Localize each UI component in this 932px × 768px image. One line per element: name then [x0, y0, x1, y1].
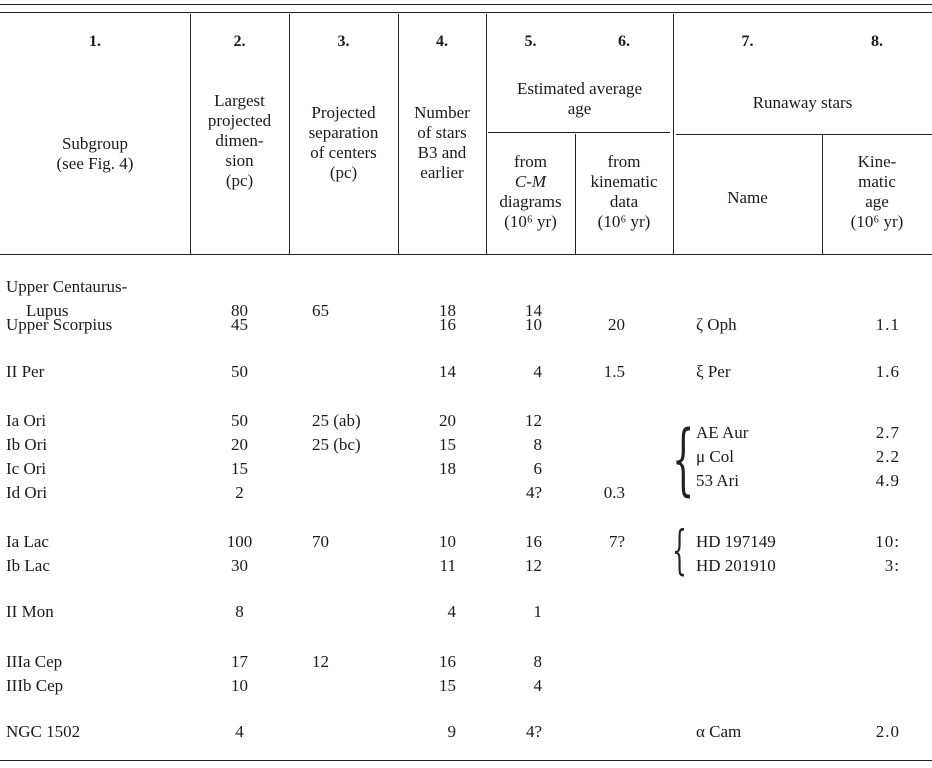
header-line: (10⁶ yr)	[597, 212, 651, 231]
header-estimated-age	[486, 79, 673, 119]
subgroup-name: Upper Centaurus-	[6, 277, 128, 296]
header-line: projected	[207, 111, 272, 130]
header-line: earlier	[420, 163, 464, 182]
header-line: dimen-	[215, 131, 264, 150]
number-of-stars-value: 4	[447, 602, 456, 621]
largest-dimension-value: 20	[231, 435, 248, 454]
separation-value: 12	[312, 652, 329, 671]
cm-age-value: 1	[533, 602, 542, 621]
runaway-kinematic-age: 10:	[875, 532, 900, 551]
kinematic-age-value: 0.3	[603, 483, 625, 502]
cm-age-value: 6	[533, 459, 542, 478]
cm-age-value: 14	[525, 301, 542, 320]
col-number-8: 8.	[871, 33, 883, 50]
header-bottom-rule	[0, 254, 932, 255]
col-number-4: 4.	[436, 33, 448, 50]
number-of-stars-value: 10	[439, 532, 456, 551]
subgroup-name: IIIa Cep	[6, 652, 63, 671]
separation-value: 25 (bc)	[312, 435, 361, 454]
header-name: Name	[727, 188, 768, 207]
subgroup-name: Ia Lac	[6, 532, 49, 551]
subgroup-name: IIIb Cep	[6, 676, 64, 695]
runaway-name: HD 201910	[696, 556, 776, 575]
header-line: Largest	[214, 91, 265, 110]
bottom-rule	[0, 760, 932, 761]
number-of-stars-value: 15	[439, 676, 456, 695]
separation-value: 25 (ab)	[312, 411, 361, 430]
header-line: age	[567, 99, 592, 118]
header-kinematic-age	[822, 152, 932, 232]
subgroup-name: Lupus	[26, 301, 69, 320]
runaway-name: α Cam	[696, 722, 742, 741]
largest-dimension-value: 2	[235, 483, 244, 502]
header-line: (10⁶ yr)	[504, 212, 557, 231]
cm-age-value: 12	[525, 556, 542, 575]
runaway-kinematic-age: 2.0	[875, 722, 900, 741]
number-of-stars-value: 9	[447, 722, 456, 741]
largest-dimension-value: 100	[226, 532, 253, 551]
header-line: data	[609, 192, 639, 211]
header-line: Kine-	[857, 152, 897, 171]
cm-age-value: 4	[533, 676, 542, 695]
header-line: Estimated average	[516, 79, 643, 98]
subgroup-name: II Mon	[6, 602, 54, 621]
cm-age-value: 4?	[525, 722, 542, 741]
header-line: separation	[308, 123, 379, 142]
header-line: (10⁶ yr)	[850, 212, 904, 231]
header-line: matic	[858, 172, 896, 191]
header-line: Number	[414, 103, 470, 122]
header-subgroup	[0, 134, 190, 174]
number-of-stars-value: 15	[439, 435, 456, 454]
header-line: diagrams	[499, 192, 562, 211]
header-line: kinematic	[590, 172, 658, 191]
separation-value: 65	[312, 301, 329, 320]
subgroup-name: Ib Ori	[6, 435, 48, 454]
header-line: C-M	[514, 172, 547, 191]
largest-dimension-value: 30	[231, 556, 248, 575]
subgroup-name: Ic Ori	[6, 459, 47, 478]
header-line: of stars	[417, 123, 467, 142]
brace-lac-group: {	[672, 521, 687, 581]
header-subgroup-line: Subgroup	[61, 134, 129, 153]
runaway-kinematic-age: 2.2	[875, 447, 900, 466]
largest-dimension-value: 50	[231, 411, 248, 430]
top-rule-2	[0, 12, 932, 13]
runaway-kinematic-age: 1.6	[875, 362, 900, 381]
subgroup-name: Id Ori	[6, 483, 48, 502]
header-line: sion	[225, 151, 254, 170]
header-line: from	[513, 152, 548, 171]
number-of-stars-value: 16	[439, 315, 456, 334]
cm-age-value: 4	[533, 362, 542, 381]
header-line: (pc)	[329, 163, 358, 182]
header-number-of-stars	[398, 103, 486, 183]
header-from-cm	[486, 152, 575, 232]
number-of-stars-value: 18	[439, 459, 456, 478]
col-number-2: 2.	[233, 33, 246, 50]
col-number-3: 3.	[337, 33, 350, 50]
header-line: of centers	[310, 143, 377, 162]
header-largest-dimension	[190, 91, 289, 191]
col-number-5: 5.	[524, 33, 537, 50]
header-line: Projected	[311, 103, 376, 122]
largest-dimension-value: 80	[231, 301, 248, 320]
largest-dimension-value: 50	[231, 362, 248, 381]
col-number-7: 7.	[741, 33, 754, 50]
runaway-name: AE Aur	[696, 423, 749, 442]
largest-dimension-value: 45	[231, 315, 248, 334]
runaway-kinematic-age: 3:	[884, 556, 900, 575]
cm-age-value: 16	[525, 532, 542, 551]
subgroup-name: Ia Ori	[6, 411, 47, 430]
subgroup-name: II Per	[6, 362, 45, 381]
header-line: B3 and	[417, 143, 467, 162]
number-of-stars-value: 20	[439, 411, 456, 430]
runaway-name: μ Col	[696, 447, 734, 466]
brace-ori-group: {	[672, 415, 695, 505]
header-projected-separation	[289, 103, 398, 183]
largest-dimension-value: 8	[235, 602, 244, 621]
header-runaway-stars: Runaway stars	[752, 93, 853, 112]
kinematic-age-value: 1.5	[603, 362, 625, 381]
header-rule-runaway	[676, 134, 932, 135]
kinematic-age-value: 7?	[608, 532, 625, 551]
top-rule-1	[0, 4, 932, 5]
subgroup-name: Ib Lac	[6, 556, 50, 575]
cm-age-value: 8	[533, 652, 542, 671]
runaway-kinematic-age: 2.7	[875, 423, 900, 442]
subgroup-name: Upper Scorpius	[6, 315, 113, 334]
runaway-name: HD 197149	[696, 532, 776, 551]
kinematic-age-value: 20	[608, 315, 625, 334]
cm-age-value: 12	[525, 411, 542, 430]
header-line: (pc)	[225, 171, 254, 190]
runaway-name: ζ Oph	[696, 315, 737, 334]
largest-dimension-value: 10	[231, 676, 248, 695]
header-from-kinematic	[575, 152, 673, 232]
largest-dimension-value: 15	[231, 459, 248, 478]
header-rule-age	[488, 132, 670, 133]
largest-dimension-value: 4	[235, 722, 244, 741]
runaway-name: ξ Per	[696, 362, 731, 381]
cm-age-value: 8	[533, 435, 542, 454]
header-line: age	[865, 192, 889, 211]
col-number-1: 1.	[89, 33, 101, 50]
runaway-kinematic-age: 4.9	[875, 471, 900, 490]
largest-dimension-value: 17	[231, 652, 248, 671]
number-of-stars-value: 14	[439, 362, 456, 381]
runaway-name: 53 Ari	[696, 471, 739, 490]
separation-value: 70	[312, 532, 329, 551]
col-number-6: 6.	[618, 33, 630, 50]
subgroup-name: NGC 1502	[6, 722, 81, 741]
number-of-stars-value: 16	[439, 652, 456, 671]
cm-age-value: 4?	[525, 483, 542, 502]
number-of-stars-value: 11	[439, 556, 456, 575]
header-subgroup-line: (see Fig. 4)	[56, 154, 134, 173]
header-line: from	[607, 152, 641, 171]
cm-age-value: 10	[525, 315, 542, 334]
number-of-stars-value: 18	[439, 301, 456, 320]
runaway-kinematic-age: 1.1	[875, 315, 900, 334]
